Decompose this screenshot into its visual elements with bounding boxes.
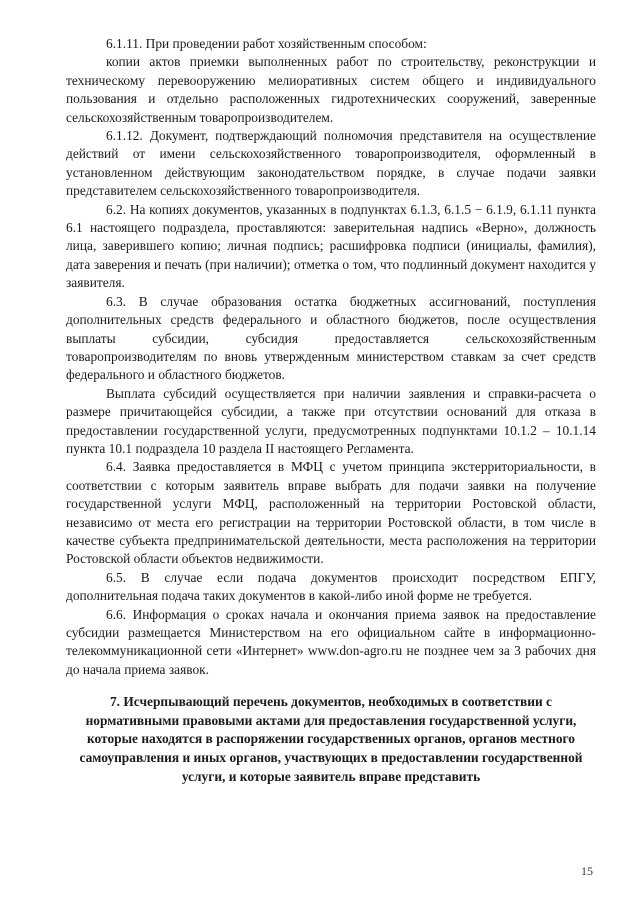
document-body — [66, 35, 596, 786]
paragraph-6-5: 6.5. В случае если подача документов происходит посредством ЕПГУ, дополнительная подача таких документов в какой-либо иной форме не требуется. — [66, 569, 596, 604]
paragraph-6-1-11: 6.1.11. При проведении работ хозяйственным способом: — [106, 36, 427, 51]
paragraph-6-6: 6.6. Информация о сроках начала и окончания приема заявок на предоставление субсидии размещается Министерством на его официальном сайте в информационно-телекоммуникационной сети «Интернет» www.don-agro.ru не позднее чем за 3 рабочих дня до начала приема заявок. — [66, 606, 596, 677]
paragraph-6-1-12: 6.1.12. Документ, подтверждающий полномочия представителя на осуществление действий от имени сельскохозяйственного товаропроизводителя, оформленный в установленном действующим законодательством порядке, в случае подачи заявки представителем сельскохозяйственного товаропроизводителя. — [66, 128, 596, 199]
paragraph-6-4: 6.4. Заявка предоставляется в МФЦ с учетом принципа экстерриториальности, в соответствии с которым заявитель вправе выбрать для подачи заявки на получение государственной услуги МФЦ, расположенный на территории Ростовской области, независимо от места его регистрации на территории Ростовской области, в том числе в качестве субъекта предпринимательской деятельности, места расположения на территории Ростовской области объектов недвижимости. — [66, 459, 596, 567]
paragraph-acts-copies: копии актов приемки выполненных работ по строительству, реконструкции и техническому перевооружению мелиоративных систем общего и индивидуального пользования и отдельно расположенных гидротехнических сооружений, заверенные сельскохозяйственным товаропроизводителем. — [66, 54, 596, 125]
paragraph-6-3: 6.3. В случае образования остатка бюджетных ассигнований, поступления дополнительных средств федерального и областного бюджетов, после осуществления выплаты субсидии, субсидия предоставляется сельскохозяйственным товаропроизводителям по вновь утвержденным министерством ставкам за счет средств федерального и областного бюджетов. — [66, 293, 596, 383]
paragraph-6-2: 6.2. На копиях документов, указанных в подпунктах 6.1.3, 6.1.5 − 6.1.9, 6.1.11 пункта 6.1 настоящего подраздела, проставляются: заверительная надпись «Верно», должность лица, заверившего копию; личная подпись; расшифровка подписи (инициалы, фамилия), дата заверения и печать (при наличии); отметка о том, что подлинный документ находится у заявителя. — [66, 201, 596, 291]
paragraph-subsidy-payment: Выплата субсидий осуществляется при наличии заявления и справки-расчета о размере причитающейся субсидии, а также при отсутствии оснований для отказа в предоставлении государственной услуги, предусмотренных подпунктами 10.1.2 – 10.1.14 пункта 10.1 подраздела 10 раздела II настоящего Регламента. — [66, 385, 596, 456]
section-heading-7: 7. Исчерпывающий перечень документов, необходимых в соответствии с нормативными правовыми актами для предоставления государственной услуги, которые находятся в распоряжении государственных органов, органов местного самоуправления и иных органов, участвующих в предоставлении государственной услуги, и которые заявитель вправе представить — [79, 694, 583, 784]
page-number: 15 — [581, 864, 593, 878]
